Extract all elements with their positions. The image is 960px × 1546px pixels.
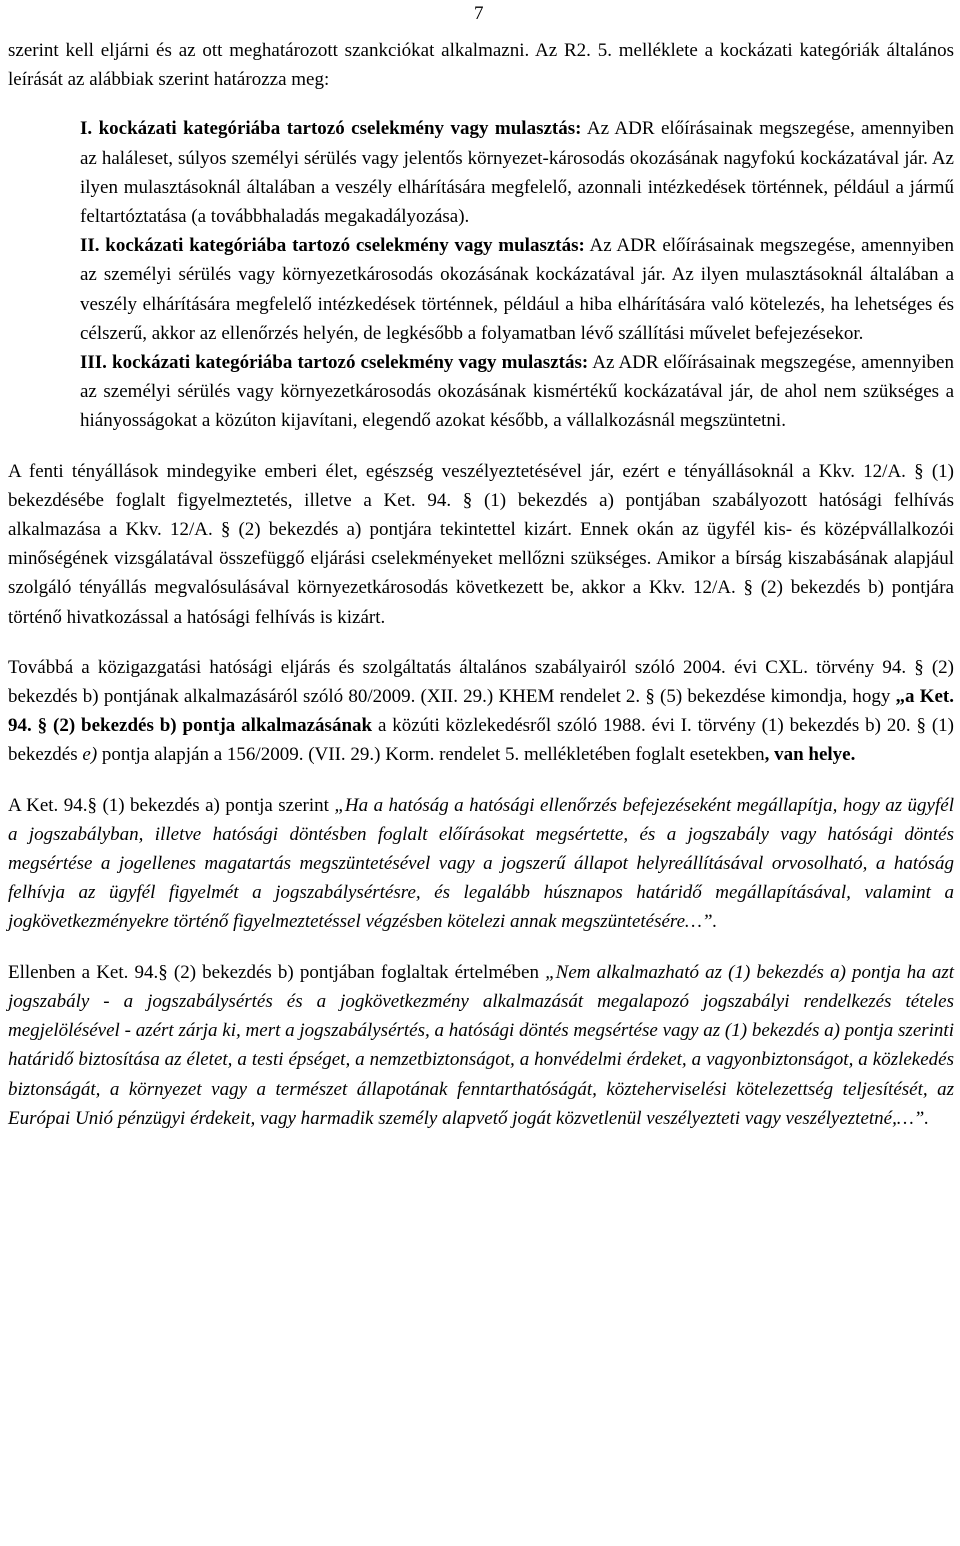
italic-quote: „Ha a hatóság a hatósági ellenőrzés befejezéseként megállapítja, hogy az ügyfél a jogszabályban, illetve hatósági döntésben foglalt előírásokat megsértette, és a jogszabály vagy hatósági döntés megsértése a jogellenes magatartás megszüntetésével vagy a jogszerű állapot helyreállításával orvosolható, a hatóság felhívja az ügyfél figyelmét a jogszabálysértésre, és legalább húsznapos határidő megállapításával, valamint a jogkövetkezményekre történő figyelmeztetéssel végzésben kötelezi annak megszüntetésére…”. [8,794,954,933]
bold-run: , van helye. [764,744,856,766]
text-run: a közúti közlekedésről szóló 1988. évi I. törvény (1) bekezdés b) 20. § (1) bekezdés [8,715,954,766]
document-body [8,36,954,1133]
text-run: A Ket. 94.§ (1) bekezdés a) pontja szerint [8,794,335,816]
risk-category-3 [80,348,954,436]
risk-category-2 [80,231,954,348]
risk-category-heading: II. kockázati kategóriába tartozó cselekmény vagy mulasztás: [80,235,585,257]
paragraph-exclusion: A fenti tényállások mindegyike emberi élet, egészség veszélyeztetésével jár, ezért e tényállásoknál a Kkv. 12/A. § (1) bekezdésébe foglalt figyelmeztetés, illetve a Ket. 94. § (1) bekezdés a) pontjában szabályozott hatósági felhívás alkalmazása a Kkv. 12/A. § (2) bekezdés a) pontjára tekintettel kizárt. Ennek okán az ügyfél kis- és középvállalkozói minőségének vizsgálatával összefüggő eljárási cselekményeket mellőzni szükséges. Amikor a bírság kiszabásának alapjául szolgáló tényállás megvalósulásával környezetkárosodás következett be, akkor a Kkv. 12/A. § (2) bekezdés b) pontjára történő hivatkozással a hatósági felhívás is kizárt. [8,460,954,628]
italic-run: e) [82,744,98,766]
risk-category-text: Az ADR előírásainak megszegése, amennyiben az haláleset, súlyos személyi sérülés vagy jelentős környezet-károsodás okozásának nagyfokú kockázatával jár. Az ilyen mulasztásoknál általában a veszély elhárítására megfelelő, azonnali intézkedések történnek, például a jármű feltartóztatása (a továbbhaladás megakadályozása). [80,118,954,228]
risk-category-heading: I. kockázati kategóriába tartozó cselekmény vagy mulasztás: [80,118,582,140]
text-run: pontja alapján a 156/2009. (VII. 29.) Korm. rendelet 5. mellékletében foglalt esetekben [97,744,765,766]
italic-quote: „Nem alkalmazható az (1) bekezdés a) pontja ha azt jogszabály - a jogszabálysértés és a jogkövetkezmény alkalmazását megalapozó jogszabályi rendelkezés tételes megjelölésével - azért zárja ki, mert a jogszabálysértés, a hatósági döntés megsértése vagy az (1) bekezdés a) pontja szerinti határidő biztosítása az életet, a testi épséget, a nemzetbiztonságot, a honvédelmi érdeket, a vagyonbiztonságot, a közlekedés biztonságát, a környezet vagy a természet állapotának fenntarthatóságát, közteherviselési kötelezettség teljesítését, az Európai Unió pénzügyi érdekeit, vagy harmadik személy alapvető jogát közvetlenül veszélyezteti vagy veszélyeztetné,…”. [8,961,955,1129]
paragraph-ket-94-2 [8,958,954,1133]
risk-category-text: Az ADR előírásainak megszegése, amennyiben az személyi sérülés vagy környezetkárosodás okozásának kockázatával jár. Az ilyen mulasztásoknál általában a veszély elhárítására megfelelő intézkedések történnek, például a hiba elhárítására való kötelezés, ha lehetséges és célszerű, akkor az ellenőrzés helyén, de legkésőbb a folyamatban lévő szállítási művelet befejezésekor. [80,235,954,344]
risk-category-1 [80,114,954,231]
risk-category-text: Az ADR előírásainak megszegése, amennyiben az személyi sérülés vagy környezetkárosodás okozásának kismértékű kockázatával jár, de ahol nem szükséges a hiányosságokat a közúton kijavítani, elegendő azokat később, a vállalkozásnál megszüntetni. [80,352,954,432]
risk-category-heading: III. kockázati kategóriába tartozó cselekmény vagy mulasztás: [80,352,589,374]
paragraph-khem-decree [8,653,954,770]
bold-quote: „a Ket. 94. § (2) bekezdés b) pontja alkalmazásának [8,686,954,737]
risk-categories [8,114,954,435]
text-run: Továbbá a közigazgatási hatósági eljárás és szolgáltatás általános szabályairól szóló 2004. évi CXL. törvény 94. § (2) bekezdés b) pontjának alkalmazásáról szóló 80/2009. (XII. 29.) KHEM rendelet 2. § (5) bekezdése kimondja, hogy [8,656,954,708]
page-number: 7 [474,3,484,24]
paragraph-ket-94-1 [8,791,954,937]
text-run: Ellenben a Ket. 94.§ (2) bekezdés b) pontjában foglaltak értelmében [8,961,546,983]
intro-paragraph: szerint kell eljárni és az ott meghatározott szankciókat alkalmazni. Az R2. 5. melléklete a kockázati kategóriák általános leírását az alábbiak szerint határozza meg: [8,40,954,91]
